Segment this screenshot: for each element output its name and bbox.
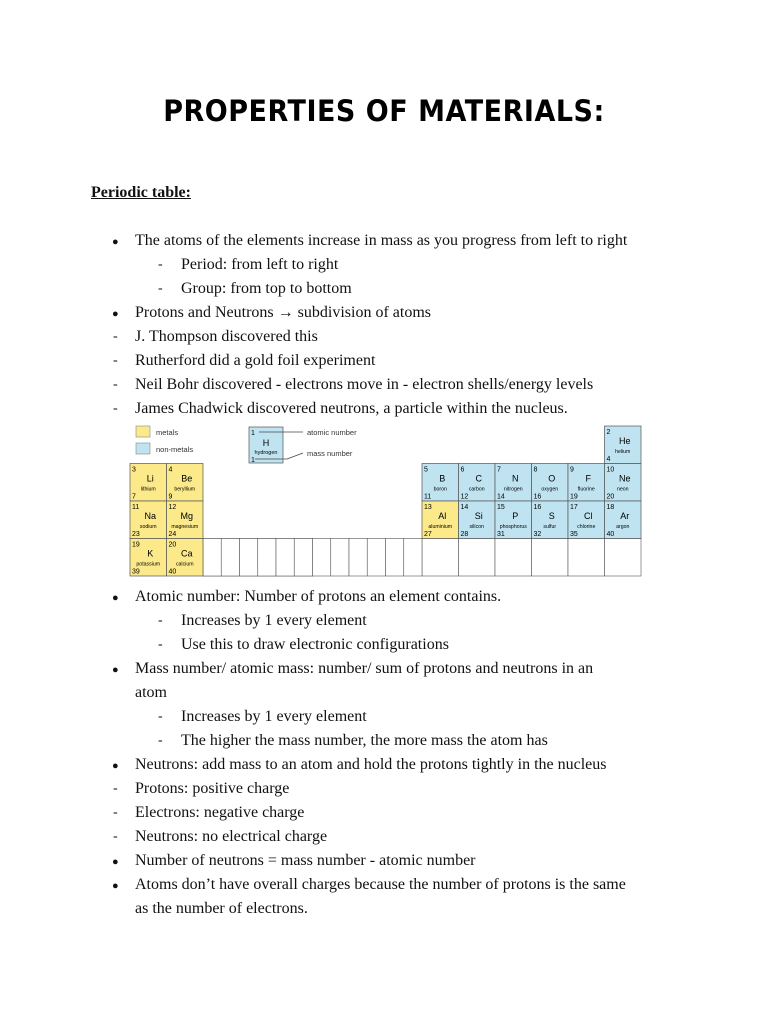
element-name: aluminium (428, 524, 453, 530)
transition-cell (367, 539, 385, 577)
element-mass-number: 11 (424, 493, 432, 501)
transition-cell (294, 539, 312, 577)
transition-cell (240, 539, 258, 577)
element-mass-number: 24 (168, 531, 177, 538)
dash-marker: - (158, 613, 163, 628)
element-atomic-number: 9 (570, 466, 574, 474)
element-atomic-number: 5 (424, 466, 428, 474)
page-title: PROPERTIES OF MATERIALS: (163, 94, 605, 129)
element-atomic-number: 17 (570, 504, 578, 511)
empty-cell (568, 539, 605, 577)
element-symbol: Mg (180, 511, 194, 521)
empty-cell (422, 539, 459, 577)
element-name: helium (615, 449, 631, 455)
element-symbol: Be (181, 473, 193, 484)
element-atomic-number: 14 (460, 504, 469, 511)
transition-cell (276, 539, 294, 577)
transition-cell (349, 539, 367, 577)
list-item: Period: from left to right (181, 256, 339, 273)
element-mass-number: 7 (132, 493, 136, 501)
dash-marker: - (158, 637, 163, 652)
key-mass-pointer-b (287, 453, 303, 459)
list-item: Increases by 1 every element (181, 612, 367, 629)
element-symbol: O (548, 473, 556, 484)
element-mass-number: 14 (497, 493, 505, 501)
element-name: beryllium (174, 486, 196, 493)
element-mass-number: 27 (424, 531, 432, 538)
list-item: Atomic number: Number of protons an element contains. (135, 588, 502, 605)
dash-marker: - (113, 377, 118, 392)
element-atomic-number: 8 (533, 466, 538, 474)
list-item: J. Thompson discovered this (135, 328, 318, 345)
empty-cell (605, 539, 642, 577)
element-atomic-number: 19 (132, 541, 140, 549)
element-symbol: F (585, 473, 591, 484)
element-mass-number: 12 (460, 493, 469, 501)
element-symbol: S (548, 511, 555, 521)
element-atomic-number: 10 (606, 466, 615, 474)
element-mass-number: 39 (132, 568, 140, 576)
key-mass-number: 1 (251, 457, 255, 464)
element-mass-number: 20 (606, 493, 615, 501)
key-atomic-number: 1 (251, 430, 255, 437)
element-symbol: Ca (180, 548, 193, 559)
element-mass-number: 9 (168, 493, 173, 501)
key-name: hydrogen (254, 450, 278, 456)
list-item: Mass number/ atomic mass: number/ sum of protons and neutrons in an (135, 660, 594, 677)
element-name: oxygen (541, 486, 559, 493)
bullet-icon: ● (112, 856, 119, 868)
element-atomic-number: 18 (606, 504, 615, 511)
element-atomic-number: 3 (132, 466, 136, 474)
bullet-icon: ● (112, 664, 119, 676)
empty-cell (459, 539, 496, 577)
element-mass-number: 19 (570, 493, 578, 501)
transition-cell (331, 539, 349, 577)
list-item: Increases by 1 every element (181, 708, 367, 725)
section-heading: Periodic table: (91, 184, 191, 201)
bullet-icon: ● (112, 308, 119, 320)
element-mass-number: 40 (168, 568, 177, 576)
dash-marker: - (158, 709, 163, 724)
element-name: potassium (136, 561, 161, 568)
element-symbol: Ne (618, 473, 631, 484)
dash-marker: - (113, 805, 118, 820)
list-item: Group: from top to bottom (181, 280, 352, 297)
element-atomic-number: 11 (132, 504, 140, 511)
bullet-icon: ● (112, 880, 119, 892)
list-item: Electrons: negative charge (135, 804, 305, 821)
element-mass-number: 32 (533, 531, 542, 538)
element-atomic-number: 4 (168, 466, 173, 474)
element-atomic-number: 6 (460, 466, 465, 474)
dash-marker: - (158, 733, 163, 748)
transition-cell (221, 539, 239, 577)
legend-metals-swatch (136, 426, 150, 437)
transition-cell (386, 539, 404, 577)
element-mass-number: 4 (606, 456, 611, 463)
element-mass-number: 35 (570, 531, 578, 538)
element-name: neon (616, 486, 629, 493)
element-name: silicon (469, 524, 484, 530)
element-atomic-number: 2 (606, 429, 611, 436)
element-name: boron (433, 486, 447, 493)
key-mass-label: mass number (307, 449, 353, 458)
list-item: Rutherford did a gold foil experiment (135, 352, 376, 369)
transition-cell (203, 539, 221, 577)
list-item: Neutrons: add mass to an atom and hold the protons tightly in the nucleus (135, 756, 607, 773)
element-name: calcium (175, 561, 194, 568)
element-atomic-number: 12 (168, 504, 177, 511)
key-symbol: H (262, 438, 270, 448)
empty-cell (532, 539, 569, 577)
element-name: chlorine (577, 524, 596, 530)
element-name: magnesium (171, 524, 199, 530)
list-item: Neutrons: no electrical charge (135, 828, 328, 845)
bullet-icon: ● (112, 760, 119, 772)
element-name: sodium (139, 524, 157, 530)
element-name: lithium (140, 486, 156, 493)
element-symbol: C (475, 473, 482, 484)
dash-marker: - (158, 257, 163, 272)
element-atomic-number: 20 (168, 541, 177, 549)
transition-cell (313, 539, 331, 577)
dash-marker: - (113, 329, 118, 344)
empty-cell (495, 539, 532, 577)
legend-nonmetals-swatch (136, 443, 150, 454)
element-atomic-number: 7 (497, 466, 501, 474)
dash-marker: - (158, 281, 163, 296)
list-item: atom (135, 684, 167, 701)
dash-marker: - (113, 829, 118, 844)
element-symbol: N (512, 473, 519, 484)
key-atomic-label: atomic number (307, 428, 357, 437)
element-mass-number: 28 (460, 531, 469, 538)
legend-metals-label: metals (156, 428, 179, 437)
dash-marker: - (113, 401, 118, 416)
element-name: phosphorus (499, 524, 527, 530)
list-item: The atoms of the elements increase in mass as you progress from left to right (135, 232, 628, 249)
element-name: fluorine (577, 486, 595, 493)
list-item: as the number of electrons. (135, 900, 308, 917)
element-symbol: Al (438, 511, 447, 521)
element-symbol: He (618, 436, 631, 446)
element-symbol: Ar (620, 511, 630, 521)
periodic-table-figure (128, 423, 631, 583)
element-name: sulfur (543, 524, 557, 530)
bullet-icon: ● (112, 592, 119, 604)
element-symbol: Li (146, 473, 154, 484)
element-name: carbon (468, 486, 485, 493)
element-mass-number: 16 (533, 493, 542, 501)
dash-marker: - (113, 353, 118, 368)
list-item: Atoms don’t have overall charges because the number of protons is the same (135, 876, 626, 893)
list-item: Number of neutrons = mass number - atomic number (135, 852, 476, 869)
list-item: Use this to draw electronic configurations (181, 636, 449, 653)
element-name: nitrogen (503, 486, 523, 493)
element-atomic-number: 15 (497, 504, 505, 511)
element-symbol: K (147, 548, 154, 559)
transition-cell (404, 539, 422, 577)
element-mass-number: 31 (497, 531, 505, 538)
bullet-icon: ● (112, 236, 119, 248)
element-mass-number: 40 (606, 531, 615, 538)
element-name: argon (616, 524, 630, 530)
element-symbol: Cl (584, 511, 593, 521)
list-item: Neil Bohr discovered - electrons move in - electron shells/energy levels (135, 376, 594, 393)
transition-cell (258, 539, 276, 577)
element-atomic-number: 13 (424, 504, 432, 511)
list-item: James Chadwick discovered neutrons, a particle within the nucleus. (135, 400, 568, 417)
element-symbol: Si (474, 511, 483, 521)
list-item: Protons: positive charge (135, 780, 290, 797)
element-symbol: P (512, 511, 519, 521)
legend-nonmetals-label: non-metals (156, 445, 194, 454)
element-symbol: Na (144, 511, 157, 521)
list-item: The higher the mass number, the more mass the atom has (181, 732, 548, 749)
list-item: Protons and Neutrons → subdivision of atoms (135, 304, 431, 321)
element-mass-number: 23 (132, 531, 140, 538)
element-atomic-number: 16 (533, 504, 542, 511)
dash-marker: - (113, 781, 118, 796)
element-symbol: B (439, 473, 446, 484)
